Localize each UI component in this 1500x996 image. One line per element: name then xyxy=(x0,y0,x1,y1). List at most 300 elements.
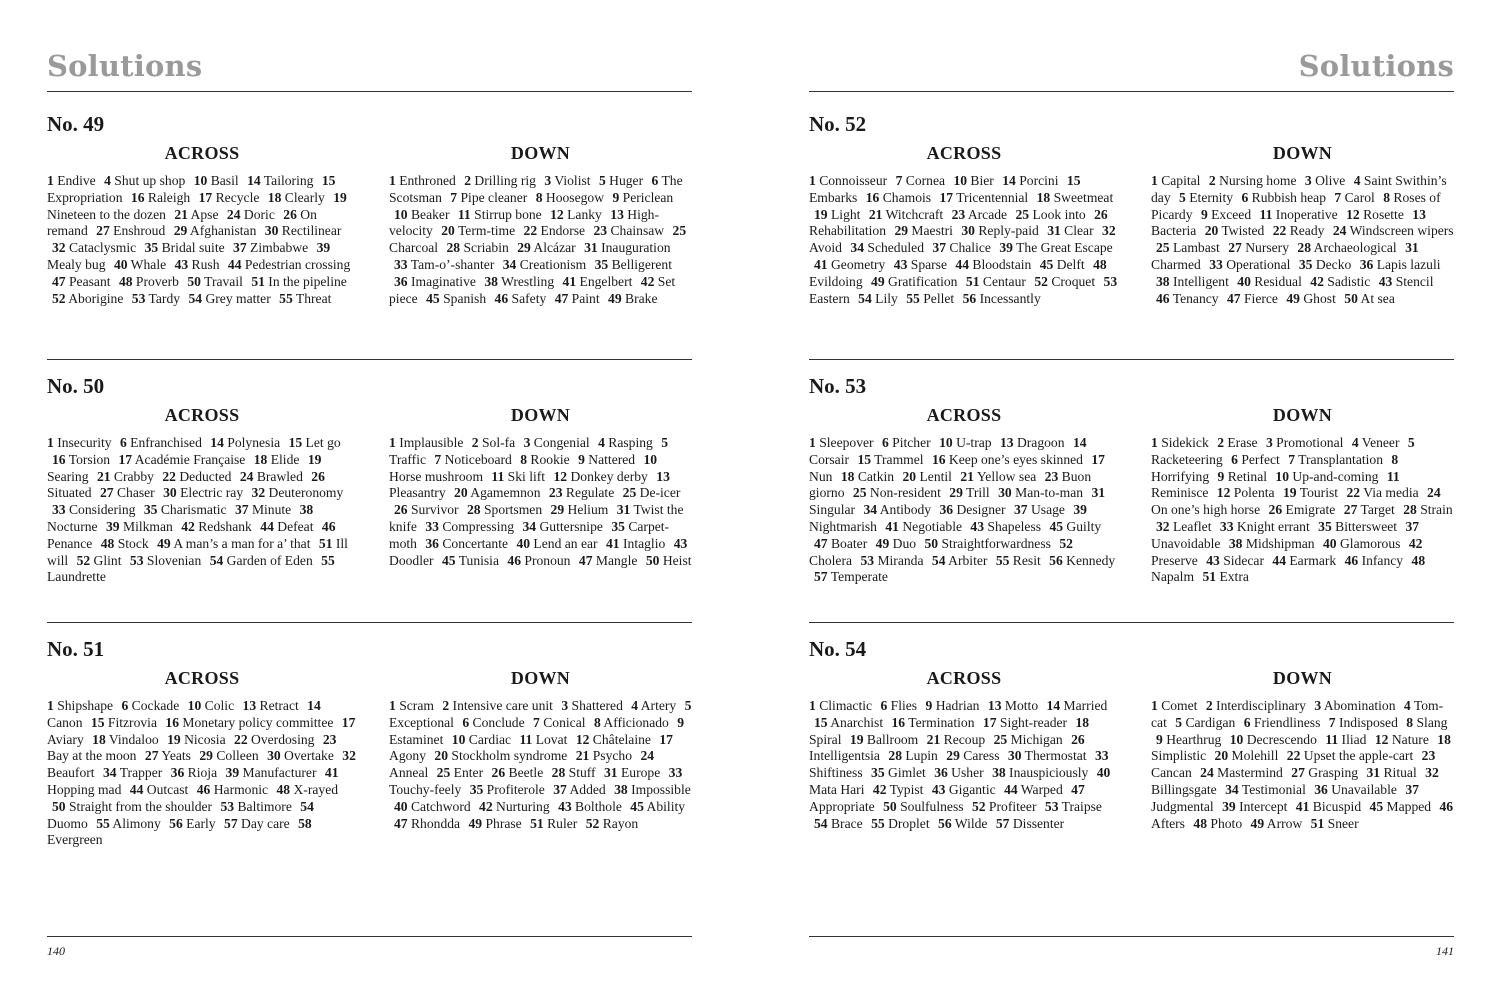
answer-entry xyxy=(584,240,670,255)
answer-number: 33 xyxy=(668,765,683,781)
answer-number: 6 xyxy=(1231,451,1238,467)
answer-number: 31 xyxy=(1366,765,1381,781)
answer-number: 39 xyxy=(225,765,240,781)
answer-word: Vindaloo xyxy=(105,731,159,747)
answer-word: Exceptional xyxy=(389,714,454,730)
answer-entry xyxy=(1179,190,1233,205)
answer-number: 4 xyxy=(104,173,111,188)
answer-word: Term-time xyxy=(454,223,516,239)
answer-number: 29 xyxy=(173,223,188,239)
answer-word: Cardigan xyxy=(1182,714,1236,730)
answer-number: 19 xyxy=(167,731,181,747)
answer-entry xyxy=(863,502,931,517)
answer-number: 19 xyxy=(307,451,322,467)
answer-entry xyxy=(631,698,676,713)
answer-number: 22 xyxy=(1286,748,1301,764)
answer-number: 20 xyxy=(454,485,468,501)
answer-number: 41 xyxy=(814,256,828,272)
answer-entry xyxy=(131,190,190,205)
answer-word: Afters xyxy=(1151,815,1185,831)
puzzle-solution xyxy=(47,359,692,599)
answer-word: Châtelaine xyxy=(589,731,651,747)
answer-entry xyxy=(1266,435,1343,450)
answer-word: Caress xyxy=(959,748,1000,764)
answer-entry xyxy=(1200,765,1283,780)
answer-number: 44 xyxy=(227,256,242,272)
answer-word: Decrescendo xyxy=(1243,731,1317,747)
answer-number: 25 xyxy=(436,765,451,781)
answer-number: 10 xyxy=(451,731,466,747)
answer-word: Mastermind xyxy=(1213,765,1283,781)
answer-number: 21 xyxy=(868,206,883,222)
answer-number: 56 xyxy=(169,815,183,831)
answer-number: 40 xyxy=(516,535,531,551)
answer-number: 1 xyxy=(47,435,54,450)
answer-word: Racketeering xyxy=(1151,451,1223,467)
answer-entry xyxy=(1231,452,1280,467)
answer-word: Croquet xyxy=(1047,273,1096,289)
answer-entry xyxy=(1318,519,1397,534)
answer-number: 25 xyxy=(622,485,637,501)
answer-number: 36 xyxy=(1314,781,1328,797)
answer-number: 1 xyxy=(1151,173,1158,188)
answer-number: 48 xyxy=(1411,552,1426,568)
answer-number: 46 xyxy=(1344,552,1359,568)
answer-word: Let go xyxy=(302,435,341,450)
answer-entry xyxy=(579,553,638,568)
answer-entry xyxy=(866,190,931,205)
answer-word: Donkey derby xyxy=(567,468,648,484)
answer-word: Upset the apple-cart xyxy=(1300,748,1414,764)
down-answers xyxy=(389,698,692,832)
answer-number: 5 xyxy=(684,698,692,713)
answer-word: Sidecar xyxy=(1219,552,1264,568)
answer-number: 30 xyxy=(961,223,975,239)
answer-number: 20 xyxy=(441,223,455,239)
answer-entry xyxy=(939,190,1028,205)
down-column xyxy=(1151,662,1454,832)
answer-number: 36 xyxy=(425,535,439,551)
answer-entry xyxy=(606,536,665,551)
answer-word: Bacteria xyxy=(1151,223,1197,239)
answer-entry xyxy=(442,553,499,568)
answer-number: 51 xyxy=(318,535,333,551)
answer-word: Nightmarish xyxy=(809,518,877,534)
answer-number: 42 xyxy=(181,518,195,534)
answer-entry xyxy=(1209,257,1290,272)
answer-word: Bolthole xyxy=(571,798,622,814)
answer-entry xyxy=(446,240,508,255)
across-heading: ACROSS xyxy=(926,143,1002,163)
answer-number: 4 xyxy=(1353,173,1361,188)
answer-entry xyxy=(983,715,1067,730)
answer-entry xyxy=(1049,553,1115,568)
answer-number: 38 xyxy=(992,765,1006,781)
answer-entry xyxy=(1201,207,1251,222)
answer-entry xyxy=(1202,569,1248,584)
answer-word: Spanish xyxy=(439,290,487,306)
answer-entry xyxy=(857,452,923,467)
answer-entry xyxy=(1209,173,1297,188)
answer-word: Iliad xyxy=(1338,731,1367,747)
across-answers xyxy=(809,698,1119,832)
answer-number: 36 xyxy=(1359,256,1374,272)
answer-word: The Great Escape xyxy=(1012,240,1113,256)
answer-word: Shattered xyxy=(568,698,623,713)
answer-number: 25 xyxy=(1015,206,1030,222)
answer-word: Sidekick xyxy=(1157,435,1209,450)
answer-entry xyxy=(145,748,191,763)
answer-entry xyxy=(47,173,96,188)
puzzle-number: No. 54 xyxy=(809,637,867,661)
answer-word: Canon xyxy=(47,714,83,730)
answer-entry xyxy=(165,715,333,730)
answer-word: Traffic xyxy=(389,451,427,467)
answer-number: 5 xyxy=(1179,189,1186,205)
answer-number: 41 xyxy=(606,535,620,551)
answer-entry xyxy=(1230,732,1317,747)
answer-number: 15 xyxy=(857,451,872,467)
answer-word: Retinal xyxy=(1224,468,1268,484)
answer-number: 3 xyxy=(544,173,552,188)
answer-word: Climactic xyxy=(815,698,873,713)
answer-word: Duo xyxy=(889,535,917,551)
answer-entry xyxy=(880,698,917,713)
answer-entry xyxy=(1334,190,1374,205)
answer-number: 29 xyxy=(949,485,963,501)
answer-number: 37 xyxy=(553,781,567,797)
answer-number: 29 xyxy=(517,240,531,256)
answer-word: Shut up shop xyxy=(110,173,186,188)
answer-number: 55 xyxy=(871,815,885,831)
answer-word: Endive xyxy=(53,173,96,188)
answer-entry xyxy=(1206,698,1306,713)
answer-word: Reminisce xyxy=(1151,485,1209,501)
answer-number: 35 xyxy=(143,502,158,518)
answer-word: U-trap xyxy=(952,435,992,450)
answer-word: Cockade xyxy=(128,698,180,713)
answer-word: Insecurity xyxy=(53,435,112,450)
answer-word: The Scotsman xyxy=(389,173,683,205)
answer-word: Knight errant xyxy=(1233,518,1310,534)
answer-word: Retract xyxy=(256,698,299,713)
answer-word: Sadistic xyxy=(1323,273,1371,289)
answer-number: 10 xyxy=(187,698,202,713)
answer-word: Manufacturer xyxy=(239,765,317,781)
answer-word: Creationism xyxy=(516,256,587,272)
answer-entry xyxy=(614,782,691,797)
answer-word: Molehill xyxy=(1228,748,1279,764)
answer-number: 10 xyxy=(193,173,208,188)
answer-word: Concertante xyxy=(438,535,509,551)
answer-word: Paint xyxy=(568,290,600,306)
answer-number: 14 xyxy=(210,435,224,450)
answer-word: Tom-cat xyxy=(1151,698,1444,730)
answer-entry xyxy=(946,748,999,763)
answer-entry xyxy=(197,782,268,797)
left-page xyxy=(47,0,692,996)
answer-entry xyxy=(594,223,665,238)
answer-number: 21 xyxy=(960,468,974,484)
answer-word: Arbiter xyxy=(945,552,988,568)
answer-number: 2 xyxy=(442,698,450,713)
answer-number: 47 xyxy=(554,290,569,306)
answer-entry xyxy=(996,816,1064,831)
answer-word: Nature xyxy=(1388,731,1429,747)
answer-number: 34 xyxy=(102,765,117,781)
answer-number: 28 xyxy=(551,765,566,781)
answer-word: Scriabin xyxy=(460,240,509,256)
answer-word: Baltimore xyxy=(234,798,292,814)
down-column xyxy=(1151,137,1454,307)
answer-number: 16 xyxy=(130,189,145,205)
answer-word: Brace xyxy=(827,815,863,831)
answer-entry xyxy=(1156,291,1219,306)
answer-number: 46 xyxy=(507,552,521,568)
answer-number: 50 xyxy=(645,552,660,568)
answer-word: Intaglio xyxy=(619,535,666,551)
answer-word: Abomination xyxy=(1321,698,1396,713)
answer-number: 43 xyxy=(174,256,189,272)
answer-entry xyxy=(1305,173,1345,188)
answer-word: Torsion xyxy=(65,451,111,467)
answer-word: Stencil xyxy=(1392,273,1434,289)
answer-word: Rosette xyxy=(1359,206,1404,222)
across-column xyxy=(47,399,357,586)
answer-number: 49 xyxy=(468,815,483,831)
answer-word: Afghanistan xyxy=(187,223,257,239)
answer-entry xyxy=(174,223,257,238)
answer-entry xyxy=(549,485,614,500)
answer-word: Fierce xyxy=(1240,290,1278,306)
answer-number: 26 xyxy=(1268,502,1283,518)
answer-number: 10 xyxy=(1229,731,1244,747)
answer-number: 27 xyxy=(96,223,110,239)
answer-number: 17 xyxy=(341,714,356,730)
answer-number: 50 xyxy=(1344,290,1358,306)
answer-number: 13 xyxy=(1412,206,1426,222)
answer-number: 44 xyxy=(955,256,969,272)
answer-number: 27 xyxy=(1343,502,1358,518)
answer-number: 52 xyxy=(1059,535,1073,551)
answer-number: 49 xyxy=(608,290,622,306)
answer-number: 11 xyxy=(519,731,533,747)
answer-number: 47 xyxy=(1227,290,1241,306)
page-header xyxy=(809,48,1454,92)
answer-number: 17 xyxy=(659,731,673,747)
answer-word: Ghost xyxy=(1299,290,1336,306)
answer-entry xyxy=(1156,519,1211,534)
down-column xyxy=(389,662,692,832)
answer-entry xyxy=(1403,502,1452,517)
answer-entry xyxy=(524,435,590,450)
answer-entry xyxy=(926,698,980,713)
across-column xyxy=(47,137,357,307)
answer-number: 17 xyxy=(939,189,954,205)
answer-word: Overdosing xyxy=(247,731,315,747)
answer-number: 53 xyxy=(860,552,875,568)
answer-number: 31 xyxy=(616,502,631,518)
answer-entry xyxy=(599,173,643,188)
solution-columns xyxy=(47,137,692,337)
answer-number: 2 xyxy=(471,435,479,450)
answer-number: 26 xyxy=(283,206,297,222)
answer-word: De-icer xyxy=(636,485,681,501)
answer-word: Enshroud xyxy=(109,223,166,239)
across-heading: ACROSS xyxy=(164,668,240,688)
answer-entry xyxy=(77,553,122,568)
answer-entry xyxy=(932,240,991,255)
answer-entry xyxy=(1297,240,1396,255)
answer-number: 54 xyxy=(209,552,224,568)
answer-number: 38 xyxy=(299,502,314,518)
answer-entry xyxy=(199,748,258,763)
answer-word: Arrow xyxy=(1264,815,1303,831)
answer-entry xyxy=(1217,435,1257,450)
answer-number: 53 xyxy=(220,798,235,814)
answer-entry xyxy=(530,816,577,831)
answer-number: 27 xyxy=(144,748,159,764)
answer-entry xyxy=(1333,223,1454,238)
answer-word: Soulfulness xyxy=(896,798,964,814)
answer-word: Arcade xyxy=(965,206,1008,222)
answer-number: 48 xyxy=(1093,256,1107,272)
answer-entry xyxy=(1002,173,1058,188)
answer-number: 34 xyxy=(850,240,864,256)
answer-number: 43 xyxy=(1378,273,1393,289)
answer-word: Estaminet xyxy=(389,731,444,747)
answer-number: 18 xyxy=(1075,714,1090,730)
answer-number: 23 xyxy=(548,485,563,501)
answer-entry xyxy=(235,502,291,517)
answer-entry xyxy=(268,190,325,205)
answer-word: Nattered xyxy=(584,451,636,467)
answer-word: Tam-o’-shanter xyxy=(407,256,495,272)
answer-number: 47 xyxy=(814,535,828,551)
answer-entry xyxy=(1275,469,1378,484)
answer-entry xyxy=(1344,502,1395,517)
answer-word: Temperate xyxy=(827,569,888,585)
answer-entry xyxy=(267,748,334,763)
answer-word: Rioja xyxy=(184,765,218,781)
answer-number: 16 xyxy=(931,451,946,467)
answer-entry xyxy=(994,732,1063,747)
answer-number: 37 xyxy=(1013,502,1028,518)
answer-number: 14 xyxy=(1002,173,1016,188)
across-heading: ACROSS xyxy=(926,405,1002,425)
answer-number: 35 xyxy=(1318,518,1332,534)
answer-number: 39 xyxy=(1222,798,1236,814)
puzzle-solution xyxy=(809,622,1454,862)
answer-entry xyxy=(163,485,243,500)
answer-number: 17 xyxy=(198,189,213,205)
solution-columns xyxy=(809,399,1454,599)
answer-number: 26 xyxy=(1094,206,1108,222)
answer-word: Redshank xyxy=(194,518,252,534)
answer-word: Evergreen xyxy=(47,832,103,848)
answer-entry xyxy=(906,291,954,306)
answer-entry xyxy=(595,257,672,272)
answer-entry xyxy=(814,715,883,730)
across-column xyxy=(809,662,1119,832)
answer-word: Threat xyxy=(292,290,332,306)
answer-entry xyxy=(145,240,225,255)
answer-entry xyxy=(578,452,635,467)
answer-word: Thermostat xyxy=(1021,748,1087,764)
answer-word: Married xyxy=(1060,698,1108,713)
answer-word: Harmonic xyxy=(210,781,269,797)
answer-number: 7 xyxy=(1334,189,1342,205)
answer-word: Searing xyxy=(47,468,89,484)
answer-word: Man-to-man xyxy=(1011,485,1084,501)
answer-word: Testimonial xyxy=(1238,781,1306,797)
answer-entry xyxy=(892,715,975,730)
down-heading: DOWN xyxy=(1272,405,1333,425)
answer-entry xyxy=(96,816,161,831)
answer-entry xyxy=(646,553,692,568)
answer-entry xyxy=(888,748,937,763)
answer-number: 28 xyxy=(888,748,902,764)
answer-entry xyxy=(462,715,524,730)
answer-word: Twisted xyxy=(1218,223,1265,239)
answer-word: Slang xyxy=(1413,714,1448,730)
answer-number: 34 xyxy=(863,502,878,518)
answer-word: Guilty xyxy=(1063,518,1102,534)
answer-word: Whale xyxy=(127,256,167,272)
answer-number: 54 xyxy=(814,815,828,831)
answer-entry xyxy=(523,519,603,534)
answer-number: 1 xyxy=(809,698,816,713)
answer-number: 33 xyxy=(394,256,408,272)
answer-word: Judgmental xyxy=(1151,798,1214,814)
answer-word: Ability xyxy=(643,798,686,814)
answer-number: 49 xyxy=(157,535,171,551)
answer-number: 26 xyxy=(491,765,506,781)
answer-entry xyxy=(873,782,924,797)
answer-word: Chamois xyxy=(879,189,932,205)
answer-word: Comet xyxy=(1157,698,1198,713)
answer-entry xyxy=(536,190,604,205)
answer-entry xyxy=(558,799,622,814)
answer-entry xyxy=(1344,291,1395,306)
answer-entry xyxy=(434,452,511,467)
answer-number: 5 xyxy=(1407,435,1415,450)
down-answers xyxy=(1151,698,1454,832)
answer-number: 24 xyxy=(1332,223,1347,239)
answer-word: Droplet xyxy=(884,815,930,831)
answer-number: 10 xyxy=(643,451,658,467)
answer-word: Phrase xyxy=(482,815,522,831)
answer-word: Erase xyxy=(1223,435,1258,450)
across-heading: ACROSS xyxy=(164,143,240,163)
answer-entry xyxy=(519,732,567,747)
puzzle-solution xyxy=(809,111,1454,337)
answer-entry xyxy=(1288,452,1383,467)
answer-word: Implausible xyxy=(395,435,464,450)
answer-word: Dragoon xyxy=(1013,435,1065,450)
answer-word: Cataclysmic xyxy=(65,240,137,256)
answer-word: Saint Swithin’s day xyxy=(1151,173,1447,205)
answer-number: 46 xyxy=(494,290,509,306)
answer-number: 54 xyxy=(300,798,314,814)
answer-word: Earmark xyxy=(1285,552,1337,568)
answer-number: 35 xyxy=(144,240,159,256)
solution-columns xyxy=(47,399,692,599)
answer-entry xyxy=(1015,207,1085,222)
answer-number: 53 xyxy=(129,552,144,568)
answer-word: Capital xyxy=(1157,173,1201,188)
answer-number: 24 xyxy=(1200,765,1214,781)
